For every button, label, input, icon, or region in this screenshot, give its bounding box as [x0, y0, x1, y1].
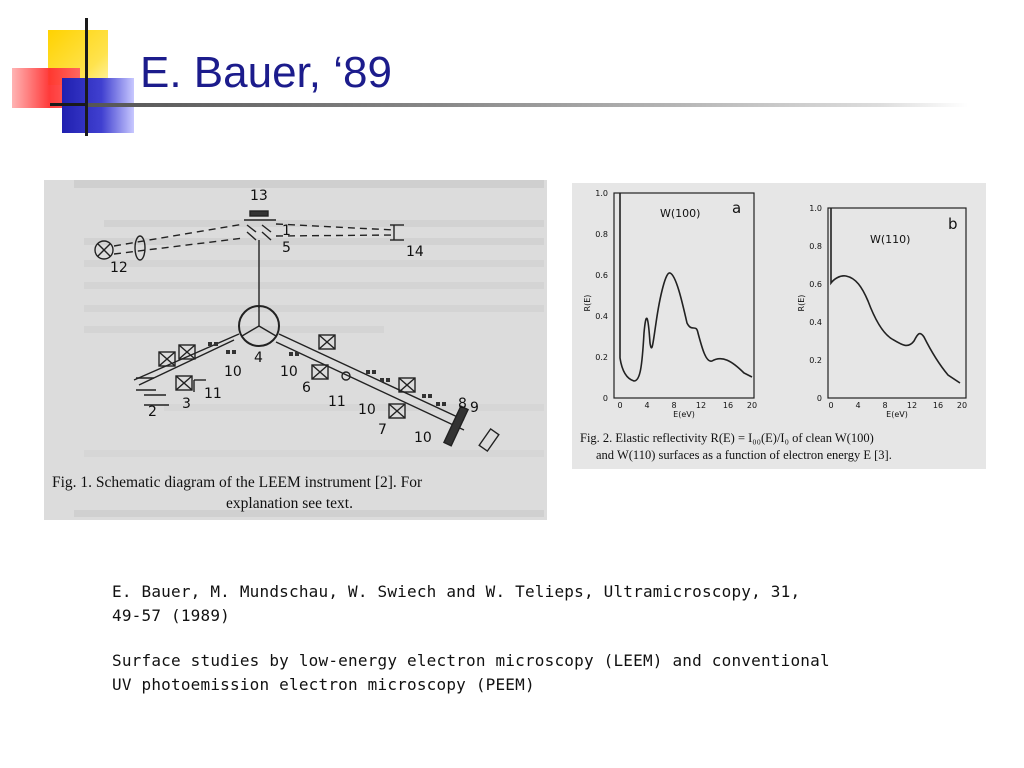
figure1-caption-line1: Fig. 1. Schematic diagram of the LEEM instrument [2]. For: [52, 474, 423, 491]
panel-a-material: W(100): [660, 207, 701, 220]
label-6: 6: [302, 380, 311, 396]
panel-a-xtick-4: 16: [722, 401, 734, 410]
slide-title: E. Bauer, ‘89: [140, 48, 392, 97]
panel-b-plot: [797, 204, 967, 419]
label-12: 12: [110, 260, 128, 276]
panel-a-xtick-5: 20: [746, 401, 758, 410]
panel-a-ytick-0: 0: [602, 394, 608, 403]
label-14: 14: [406, 244, 424, 260]
label-5: 5: [282, 240, 291, 256]
panel-a-ytick-3: 0.6: [595, 271, 608, 280]
label-2: 2: [148, 404, 157, 420]
panel-a-ytick-5: 1.0: [595, 189, 608, 198]
figure2-caption-line1: Fig. 2. Elastic reflectivity R(E) = I₀₀(E)/I₀ of clean W(100): [580, 431, 874, 445]
panel-a-tag: a: [732, 199, 742, 217]
panel-b-xtick-4: 16: [932, 401, 944, 410]
panel-a-xtick-2: 8: [671, 401, 677, 410]
label-4: 4: [254, 350, 263, 366]
paper-title-line1: Surface studies by low-energy electron microscopy (LEEM) and conventional: [112, 651, 830, 670]
panel-b-xtick-2: 8: [882, 401, 888, 410]
citation-line1: E. Bauer, M. Mundschau, W. Swiech and W. Telieps, Ultramicroscopy, 31,: [112, 582, 801, 601]
label-10c: 10: [358, 402, 376, 418]
panel-b-xtick-5: 20: [956, 401, 968, 410]
label-7: 7: [378, 422, 387, 438]
leem-schematic-drawing: [44, 180, 547, 520]
slide-logo-decoration: [0, 0, 150, 150]
panel-b-xtick-3: 12: [906, 401, 918, 410]
title-underline: [88, 103, 968, 107]
panel-b-ytick-0: 0: [816, 394, 822, 403]
panel-b-ytick-4: 0.8: [809, 242, 822, 251]
panel-a-xtick-1: 4: [644, 401, 650, 410]
label-11a: 11: [204, 386, 222, 402]
vertical-rule-decoration: [85, 18, 88, 136]
label-1: 1: [282, 223, 291, 239]
panel-b-ytick-5: 1.0: [809, 204, 822, 213]
label-8: 8: [458, 396, 467, 412]
figure-leem-schematic: [44, 180, 547, 520]
label-10d: 10: [414, 430, 432, 446]
label-10b: 10: [280, 364, 298, 380]
figure1-caption: [52, 472, 547, 514]
panel-b-ytick-2: 0.4: [809, 318, 822, 327]
panel-a-ytick-4: 0.8: [595, 230, 608, 239]
figure2-caption: [580, 430, 984, 464]
panel-a-plot: [583, 189, 757, 419]
label-13: 13: [250, 188, 268, 204]
citation-line2: 49-57 (1989): [112, 606, 230, 625]
panel-b-xtick-0: 0: [828, 401, 834, 410]
panel-a-ytick-2: 0.4: [595, 312, 608, 321]
reflectivity-plots-drawing: [572, 183, 986, 428]
reference-citation: [112, 580, 932, 628]
reference-paper-title: [112, 649, 972, 697]
panel-b-xlabel: E(eV): [886, 410, 908, 419]
figure-reflectivity-plots: [572, 183, 986, 469]
panel-b-material: W(110): [870, 233, 911, 246]
label-11b: 11: [328, 394, 346, 410]
panel-b-xtick-1: 4: [855, 401, 861, 410]
panel-a-ytick-1: 0.2: [595, 353, 608, 362]
panel-b-ytick-1: 0.2: [809, 356, 822, 365]
panel-b-ylabel: R(E): [797, 294, 806, 312]
label-3: 3: [182, 396, 191, 412]
label-9: 9: [470, 400, 479, 416]
panel-a-xtick-0: 0: [617, 401, 623, 410]
panel-a-ylabel: R(E): [583, 294, 592, 312]
panel-b-ytick-3: 0.6: [809, 280, 822, 289]
panel-a-xtick-3: 12: [695, 401, 707, 410]
panel-b-tag: b: [948, 215, 958, 233]
figure1-caption-line2: explanation see text.: [226, 495, 353, 512]
paper-title-line2: UV photoemission electron microscopy (PEEM): [112, 675, 535, 694]
label-10a: 10: [224, 364, 242, 380]
figure2-caption-line2: and W(110) surfaces as a function of electron energy E [3].: [596, 448, 892, 462]
panel-a-xlabel: E(eV): [673, 410, 695, 419]
